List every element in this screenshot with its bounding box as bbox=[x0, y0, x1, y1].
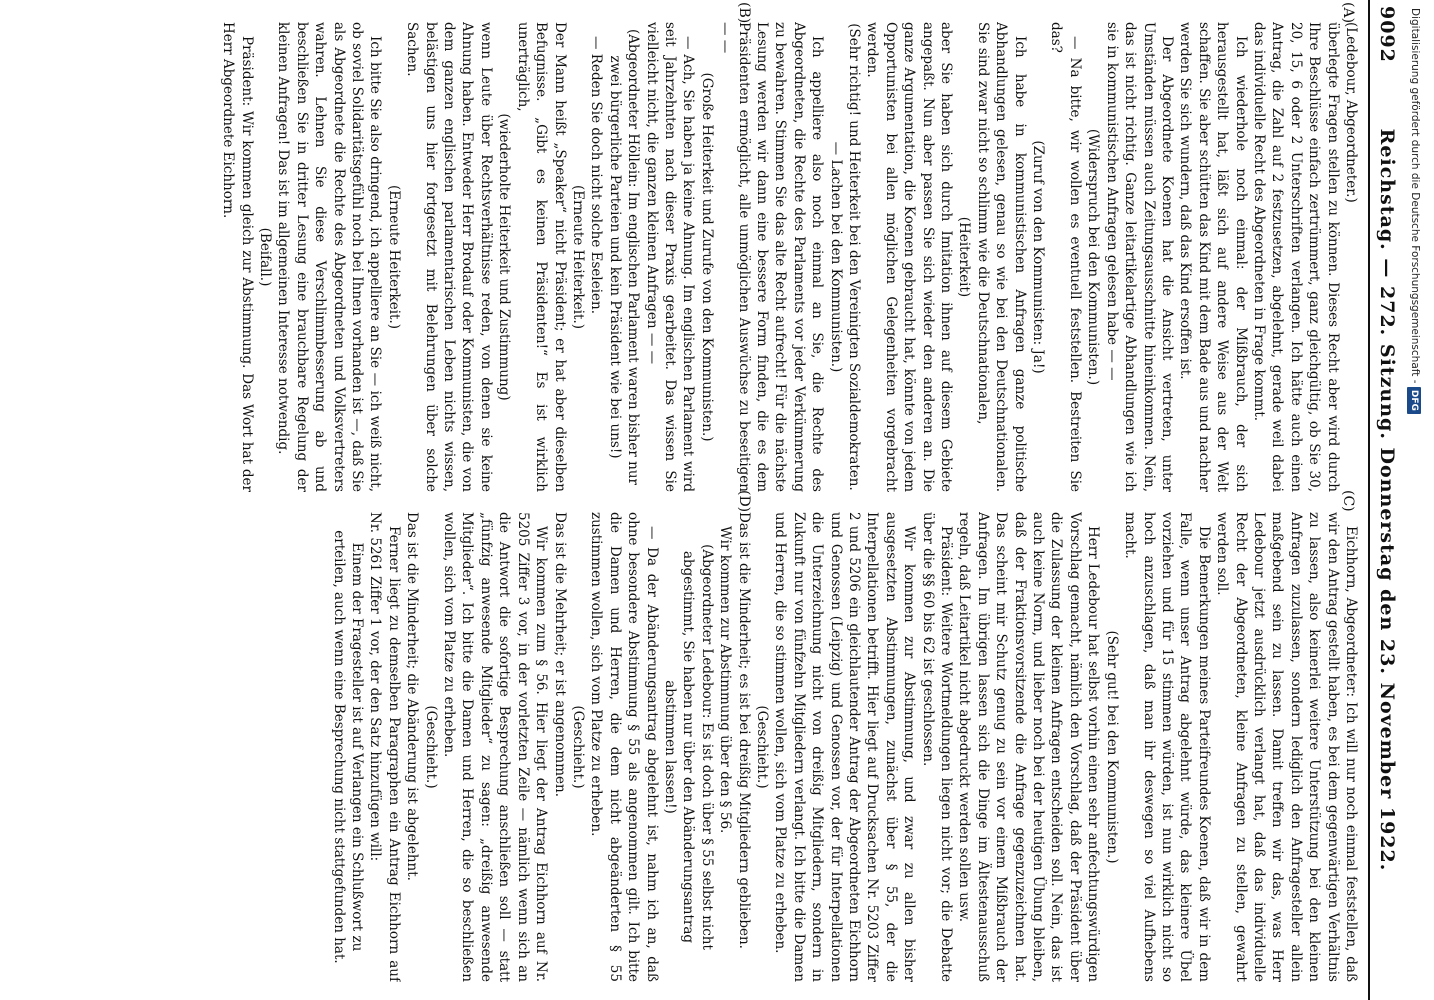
left-column-paragraph: — Reden Sie doch nicht solche Eseleien. bbox=[588, 36, 605, 314]
right-column-paragraph: Das ist die Mehrheit; er ist angenommen. bbox=[551, 512, 568, 797]
right-column-paragraph: Eichhorn, Abgeordneter: Ich will nur noch einmal feststellen, daß wir den Antrag gestellt haben, es bei dem gegenwärtigen Verhältnis zu lassen, also keinerlei weitere Unterstützung bei den kleinen Anfragen zuzulassen, sondern lediglich den Anfragesteller allein maßgebend sein zu lassen. Damit treffen wir das, was Herr Ledebour jetzt ausdrücklich verlangt hat, daß das individuelle Recht der Abgeordneten, kleine Anfragen zu stellen, gewahrt werden soll. bbox=[1214, 512, 1359, 982]
left-column-paragraph: Der Abgeordnete Koenen hat die Ansicht vertreten, unter Umständen müssen auch Zeitungsausschnitte hineinkommen. Nein, das ist nicht richtig. Ganze leitartikelartige Abhandlungen wie ich sie in kommunistischen Anfragen gelesen habe — — bbox=[1103, 22, 1175, 492]
digitization-credit bbox=[1404, 8, 1426, 988]
credit-text: Digitalisierung gefördert durch die Deutsche Forschungsgemeinschaft - bbox=[1409, 8, 1421, 387]
left-column-paragraph: — Na bitte, wir wollen es eventuell feststellen. Bestreiten Sie das? bbox=[1048, 22, 1083, 492]
left-column-paragraph: Ich wiederhole noch einmal: der Mißbrauch, der sich herausgestellt hat, läßt sich auf andere Weise aus der Welt schaffen. Sie aber schütten das Kind mit dem Bade aus und nachher werden Sie sich wundern, daß das Kind ersoffen ist. bbox=[1177, 22, 1249, 492]
right-column-paragraph: Ferner liegt zu demselben Paragraphen ein Antrag Eichhorn auf Nr. 5261 Ziffer 1 vor, der den Satz hinzufügen will: bbox=[367, 512, 402, 982]
left-column-paragraph: — Ach, Sie haben ja keine Ahnung. Im englischen Parlament wird seit Jahrzehnten nach dieser Praxis gearbeitet. Das wissen Sie vielleicht nicht, die ganzen kleinen Anfragen — — bbox=[643, 22, 697, 492]
right-column-paragraph: Wir kommen zur Abstimmung über den § 56. bbox=[717, 526, 734, 834]
page-title: Reichstag. — 272. Sitzung. Donnerstag den 23. November 1922. bbox=[1376, 128, 1398, 872]
right-column-paragraph: (Geschieht.) bbox=[754, 705, 770, 789]
right-column-paragraph: Die Bemerkungen meines Parteifreundes Koenen, daß wir in dem Falle, wenn unser Antrag abgelehnt würde, das kleinere Übel vorziehen und für 15 stimmen würden, ist nun wirklich nicht so hoch anzuschlagen, daß man ihr deswegen so viel Aufhebens macht. bbox=[1122, 512, 1212, 982]
left-column-paragraph: Ich appelliere also noch einmal an Sie, die Rechte des Abgeordneten, die Rechte des Parlaments vor jeder Verkümmerung zu bewahren. Stimmen Sie das alte Recht aufrecht! Für die nächste Lesung werden wir dann eine bessere Form finden, die es dem Präsidenten ermöglicht, alle unmöglichen Auswüchse zu beseitigen — — bbox=[717, 22, 826, 492]
left-column-paragraph: Ich bitte Sie also dringend, ich appelliere an Sie — ich weiß nicht, ob soviel Solidaritätsgefühl noch bei Ihnen vorhanden ist —, daß Sie als Abgeordnete die Rechte des Abgeordneten und Volksvertreters wahren. Lehnen Sie diese Verschlimmbesserung ab und beschließen Sie in dritter Lesung eine brauchbare Regelung der kleinen Anfragen! Das ist im allgemeinen Interesse notwendig. bbox=[275, 22, 384, 492]
dfg-logo: DFG bbox=[1407, 387, 1421, 414]
right-column-paragraph: — Da der Abänderungsantrag abgelehnt ist, nahm ich an, daß ohne besondere Abstimmung § 55 als angenommen gilt. Ich bitte die Damen und Herren, die dem nicht abgeänderten § 55 zustimmen wollen, sich vom Platze zu erheben. bbox=[588, 512, 660, 982]
right-column-paragraph: Das ist die Minderheit; es ist bei dreißig Mitgliedern geblieben. bbox=[735, 512, 752, 949]
right-column-paragraph: Wir kommen zum § 56. Hier liegt der Antrag Eichhorn auf Nr. 5205 Ziffer 3 vor, in der vorletzten Zeile — nämlich wenn sich an die Antwort die sofortige Besprechung anschließen soll — statt „fünfzig anwesende Mitglieder“ zu sagen: „dreißig anwesende Mitglieder“. Ich bitte die Damen und Herren, die so beschließen wollen, sich vom Platze zu erheben. bbox=[441, 512, 550, 982]
left-column-paragraph: (wiederholte Heiterkeit und Zustimmung) bbox=[496, 113, 513, 401]
left-column-paragraph: Präsident: Wir kommen gleich zur Abstimmung. Das Wort hat der Herr Abgeordnete Eichhorn. bbox=[220, 22, 255, 492]
margin-mark-c: (C) bbox=[1340, 490, 1356, 512]
right-column bbox=[70, 512, 1360, 982]
left-column-paragraph: wenn Leute über Rechtsverhältnisse reden, von denen sie keine Ahnung haben. Entweder Herr Brodauf oder Kommunisten, die von dem ganzen englischen parlamentarischen Leben nichts wissen, belästigen uns hier fortgesetzt mit Belehrungen über solche Sachen. bbox=[404, 22, 494, 492]
right-column-paragraph: Das ist die Minderheit; die Abänderung ist abgelehnt. bbox=[404, 512, 421, 881]
left-column-paragraph: (Erneute Heiterkeit.) bbox=[569, 184, 586, 330]
page-header bbox=[1368, 0, 1402, 1000]
right-column-paragraph: Wir kommen zur Abstimmung, und zwar zu allen bisher ausgesetzten Abstimmungen, zunächst über § 55, der die Interpellationen betrifft. Hier liegt auf Drucksachen Nr. 5203 Ziffer 2 und 5206 ein gleichlautender Antrag der Abgeordneten Eichhorn und Genossen (Leipzig) und Genossen vor, der für Interpellationen die Unterzeichnung nicht von dreißig Mitgliedern, sondern in Zukunft nur von fünfzehn Mitgliedern verlangt. Ich bitte die Damen und Herren, die so stimmen wollen, sich vom Platze zu erheben. bbox=[772, 512, 918, 982]
margin-mark-b: (B) bbox=[736, 2, 752, 24]
left-column-paragraph: (Sehr richtig! und Heiterkeit bei den Vereinigten Sozialdemokraten. — Lachen bei den Kommunisten.) bbox=[827, 23, 863, 491]
left-column-paragraph: Der Mann heißt „Speaker“ nicht Präsident; er hat aber dieselben Befugnisse. „Gibt es keinen Präsidenten!“ Es ist wirklich unerträglich, bbox=[514, 22, 568, 492]
right-column-paragraph: (Geschieht.) bbox=[422, 705, 439, 789]
right-column-paragraph: (Abgeordneter Ledebour: Es ist doch über § 55 selbst nicht abgestimmt, Sie haben nur über den Abänderungsantrag abstimmen lassen!) bbox=[661, 544, 715, 950]
left-column-paragraph: (Erneute Heiterkeit.) bbox=[385, 184, 402, 330]
left-column-paragraph: aber Sie haben sich durch Imitation ihnen auf diesem Gebiete angepaßt. Nun aber passen Sie sich wieder den anderen an. Die ganze Argumentation, die Koenen gebraucht hat, könnte von jedem Opportunisten bei allen möglichen Gelegenheiten vorgebracht werden. bbox=[864, 22, 955, 492]
right-column-paragraph: (Sehr gut! bei den Kommunisten.) bbox=[1103, 630, 1120, 864]
right-column-paragraph: (Geschieht.) bbox=[569, 705, 586, 789]
margin-mark-d: (D) bbox=[736, 490, 752, 513]
right-column-paragraph: Herr Ledebour hat selbst vorhin einen sehr anfechtungswürdigen Vorschlag gemacht, nämlich den Vorschlag, daß der Präsident über die Zulassung der kleinen Anfragen entscheiden soll. Nein, das ist auch keine Norm, und lieber noch bei der heutigen Übung bleiben, daß der Fraktionsvorsitzende die Anfrage gegenzuzeichnen hat. Das scheint mir Schutz genug zu sein vor einem Mißbrauch der Anfragen. Im übrigen lassen sich die Dinge im Ältestenausschuß regeln, daß Leitartikel nicht abgedruckt werden sollen usw. bbox=[956, 512, 1102, 982]
left-column-paragraph: (Zuruf von den Kommunisten: Ja!) bbox=[1030, 140, 1047, 374]
left-column-paragraph: (Heiterkeit) bbox=[956, 216, 973, 298]
left-column-paragraph: (Beifall.) bbox=[257, 227, 274, 287]
left-column-paragraph: überlegte Fragen stellen zu können. Dieses Recht aber wird durch Ihre Beschlüsse einfach zertrümmert, ganz gleichgültig, ob Sie 30, 20, 15, 6 oder 2 Unterschriften verlangen. Ich hätte auch einen Antrag, die Zahl auf 2 festzusetzen, abgelehnt, gerade weil dabei das individuelle Recht des Abgeordneten in Frage kommt. bbox=[1250, 22, 1341, 492]
left-column-paragraph: (Große Heiterkeit und Zurufe von den Kommunisten.) bbox=[698, 72, 715, 442]
right-column-paragraph: Präsident: Weitere Wortmeldungen liegen nicht vor; die Debatte über die §§ 60 bis 62 ist geschlossen. bbox=[919, 512, 955, 982]
page-number: 9092 bbox=[1376, 6, 1398, 63]
left-column-paragraph: Ich habe in kommunistischen Anfragen ganze politische Abhandlungen gelesen, genau so wie bei den Deutschnationalen. Sie sind zwar nicht so schlimm wie die Deutschnationalen, bbox=[974, 22, 1028, 492]
right-column-paragraph: Einem der Fragesteller ist auf Verlangen ein Schlußwort zu erteilen, auch wenn eine Besprechung nicht stattgefunden hat. bbox=[330, 530, 366, 964]
left-column-paragraph: (Ledebour, Abgeordneter.) bbox=[1343, 22, 1359, 203]
rotated-page-content bbox=[62, 0, 1402, 1000]
left-column-paragraph: (Abgeordneter Höllein: Im englischen Parlament waren bisher nur zwei bürgerliche Parteien und kein Präsident wie bei uns!) bbox=[606, 28, 642, 485]
left-column-paragraph: (Widerspruch bei den Kommunisten.) bbox=[1085, 128, 1102, 386]
margin-mark-a: (A) bbox=[1340, 2, 1356, 24]
left-column bbox=[70, 22, 1360, 492]
